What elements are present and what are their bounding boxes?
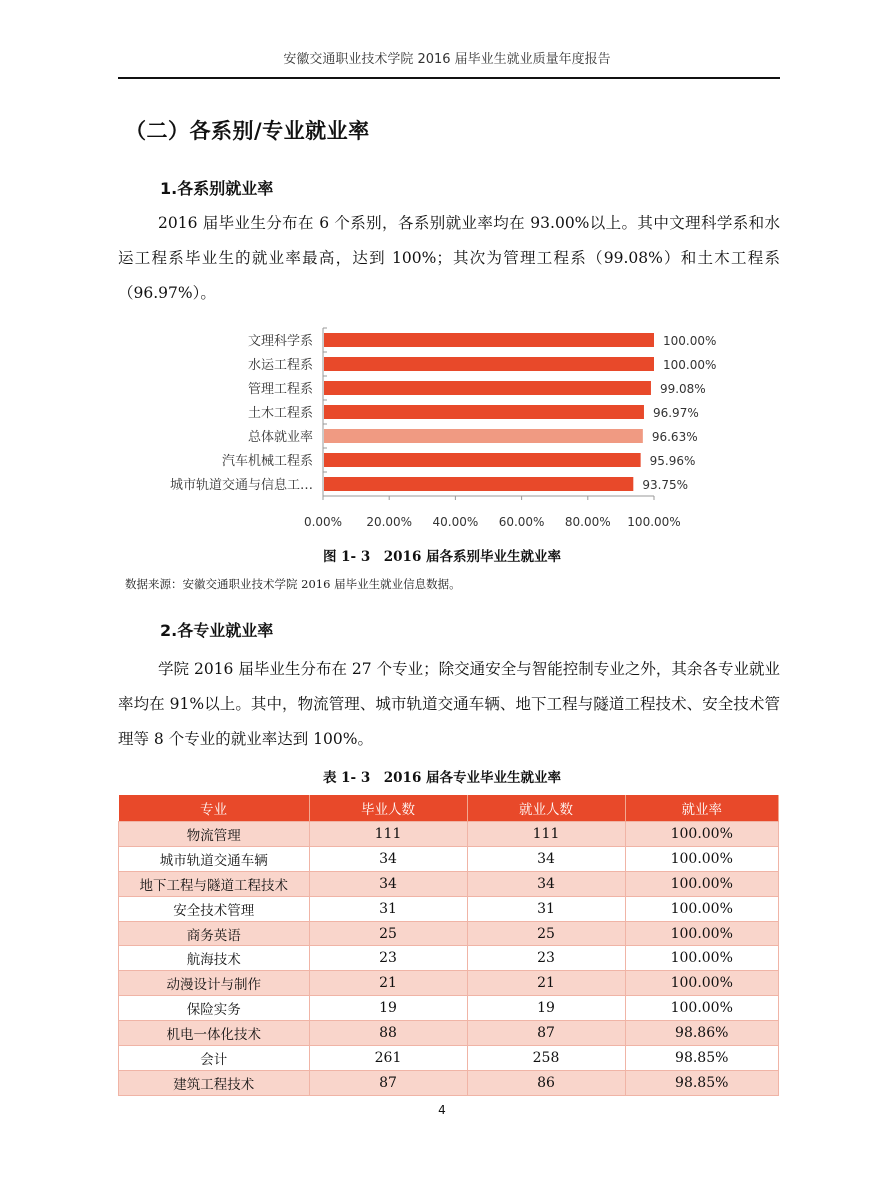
col-header-rate: 就业率 [625,795,779,822]
table-row [119,846,779,871]
bar [324,429,643,443]
cell-major: 机电一体化技术 [119,1021,310,1046]
table-row [119,971,779,996]
bar [324,381,651,395]
bar [324,477,633,491]
cell-graduates: 21 [309,971,467,996]
cell-graduates: 34 [309,871,467,896]
cell-major: 动漫设计与制作 [119,971,310,996]
cell-graduates: 111 [309,822,467,847]
figure-caption: 图 1- 3 2016 届各系别毕业生就业率 [322,549,562,565]
col-header-graduates: 毕业人数 [309,795,467,822]
cell-employed: 86 [467,1070,625,1095]
cell-graduates: 19 [309,996,467,1021]
table-row [119,921,779,946]
major-employment-table [118,795,779,1096]
cell-employed: 34 [467,846,625,871]
data-label: 100.00% [663,358,717,372]
cell-major: 航海技术 [119,946,310,971]
category-label: 管理工程系 [247,382,313,397]
cell-rate: 100.00% [625,971,779,996]
cell-graduates: 34 [309,846,467,871]
table-header-row [119,795,779,822]
cell-employed: 23 [467,946,625,971]
category-label: 土木工程系 [247,406,313,421]
department-employment-bar-chart [0,320,884,530]
table-row [119,1070,779,1095]
bar [324,405,644,419]
table-row [119,996,779,1021]
cell-major: 物流管理 [119,822,310,847]
bar [324,357,654,371]
cell-employed: 87 [467,1021,625,1046]
table-row [119,896,779,921]
data-label: 99.08% [659,382,706,396]
bar [324,453,641,467]
table-row [119,1046,779,1071]
category-label: 汽车机械工程系 [221,454,313,469]
cell-graduates: 261 [309,1046,467,1071]
cell-rate: 100.00% [625,946,779,971]
data-label: 96.97% [652,406,699,420]
col-header-employed: 就业人数 [467,795,625,822]
cell-employed: 31 [467,896,625,921]
x-tick-label: 40.00% [432,515,479,529]
cell-major: 安全技术管理 [119,896,310,921]
x-tick-label: 60.00% [498,515,545,529]
cell-employed: 25 [467,921,625,946]
cell-rate: 100.00% [625,871,779,896]
cell-employed: 34 [467,871,625,896]
cell-major: 会计 [119,1046,310,1071]
bar [324,333,654,347]
x-tick-label: 100.00% [627,515,681,529]
category-label: 文理科学系 [247,334,313,349]
cell-rate: 98.85% [625,1070,779,1095]
cell-rate: 98.85% [625,1046,779,1071]
cell-employed: 21 [467,971,625,996]
data-label: 96.63% [651,430,698,444]
cell-employed: 111 [467,822,625,847]
cell-major: 地下工程与隧道工程技术 [119,871,310,896]
cell-rate: 100.00% [625,822,779,847]
cell-graduates: 87 [309,1070,467,1095]
category-label: 总体就业率 [247,430,313,445]
cell-graduates: 23 [309,946,467,971]
cell-employed: 258 [467,1046,625,1071]
cell-employed: 19 [467,996,625,1021]
cell-major: 建筑工程技术 [119,1070,310,1095]
cell-graduates: 25 [309,921,467,946]
data-source-note: 数据来源：安徽交通职业技术学院 2016 届毕业生就业信息数据。 [125,577,461,591]
paragraph-1: 2016 届毕业生分布在 6 个系别，各系别就业率均在 93.00%以上。其中文理科学系和水运工程系毕业生的就业率最高，达到 100%；其次为管理工程系（99.08%）和土木工程系（96.97%）。 [118,214,780,302]
table-row [119,871,779,896]
running-header: 安徽交通职业技术学院 2016 届毕业生就业质量年度报告 [283,52,611,67]
cell-graduates: 88 [309,1021,467,1046]
cell-rate: 100.00% [625,846,779,871]
cell-rate: 100.00% [625,996,779,1021]
data-label: 93.75% [642,478,689,492]
x-tick-label: 80.00% [564,515,611,529]
cell-major: 城市轨道交通车辆 [119,846,310,871]
data-label: 95.96% [649,454,696,468]
cell-major: 商务英语 [119,921,310,946]
data-label: 100.00% [663,334,717,348]
table-row [119,1021,779,1046]
section-heading: （二）各系别/专业就业率 [125,119,370,143]
category-label: 水运工程系 [247,358,313,373]
cell-major: 保险实务 [119,996,310,1021]
header-rule [118,77,780,79]
cell-graduates: 31 [309,896,467,921]
category-label: 城市轨道交通与信息工… [169,478,313,493]
cell-rate: 100.00% [625,896,779,921]
table-caption: 表 1- 3 2016 届各专业毕业生就业率 [322,770,562,786]
col-header-major: 专业 [119,795,310,822]
subsection-heading-2: 2.各专业就业率 [160,621,274,640]
x-tick-label: 0.00% [303,515,343,529]
x-tick-label: 20.00% [366,515,413,529]
page-number: 4 [438,1103,446,1117]
cell-rate: 98.86% [625,1021,779,1046]
paragraph-2: 学院 2016 届毕业生分布在 27 个专业；除交通安全与智能控制专业之外，其余各专业就业率均在 91%以上。其中，物流管理、城市轨道交通车辆、地下工程与隧道工程技术、安全技术管理等 8 个专业的就业率达到 100%。 [118,660,780,748]
table-row [119,946,779,971]
cell-rate: 100.00% [625,921,779,946]
table-row [119,822,779,847]
subsection-heading-1: 1.各系别就业率 [160,179,274,198]
